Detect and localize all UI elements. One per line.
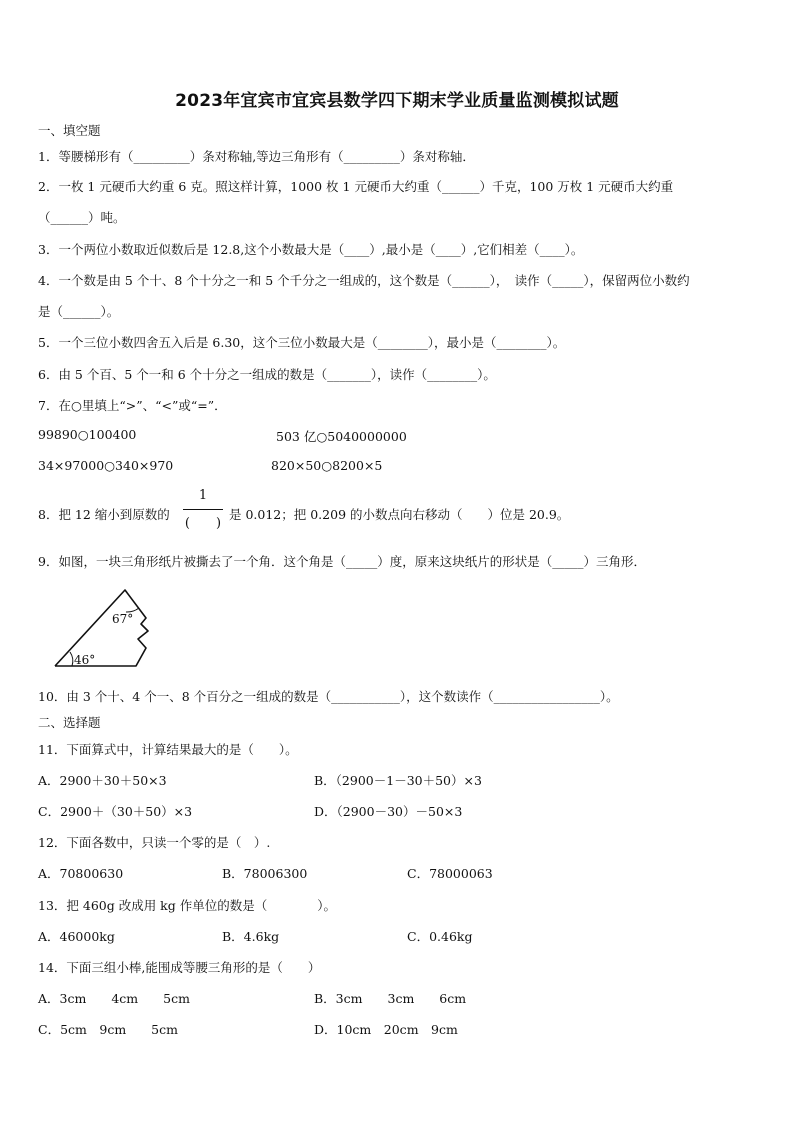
question-14: 14．下面三组小棒,能围成等腰三角形的是（ ） (38, 960, 321, 975)
question-13-option-c[interactable]: C．0.46kg (407, 929, 473, 944)
question-12: 12．下面各数中，只读一个零的是（ ）. (38, 835, 271, 850)
question-11-option-b[interactable]: B．（2900－1－30＋50）×3 (314, 773, 482, 788)
question-2-line-1: 2．一枚 1 元硬币大约重 6 克。照这样计算，1000 枚 1 元硬币大约重（______）千克，100 万枚 1 元硬币大约重 (38, 179, 674, 194)
question-11-option-c[interactable]: C．2900＋（30＋50）×3 (38, 804, 193, 819)
question-13-option-a[interactable]: A．46000kg (38, 929, 115, 944)
question-2-line-2: （______）吨。 (38, 210, 126, 225)
question-14-option-c[interactable]: C．5cm 9cm 5cm (38, 1022, 178, 1037)
question-12-option-a[interactable]: A．70800630 (38, 866, 124, 881)
question-5: 5．一个三位小数四舍五入后是 6.30，这个三位小数最大是（________），最小是（________）。 (38, 335, 566, 350)
question-7-item-1: 99890○100400 (38, 427, 137, 442)
fraction-numerator: 1 (198, 488, 208, 503)
page-title: 2023年宜宾市宜宾县数学四下期末学业质量监测模拟试题 (175, 91, 619, 111)
question-7-item-4: 820×50○8200×5 (271, 458, 383, 473)
torn-triangle-figure (50, 584, 160, 670)
question-8-suffix: 是 0.012；把 0.209 的小数点向右移动（ ）位是 20.9。 (229, 507, 570, 522)
question-6: 6．由 5 个百、5 个一和 6 个十分之一组成的数是（_______），读作（________）。 (38, 367, 496, 382)
question-12-option-c[interactable]: C．78000063 (407, 866, 493, 881)
question-7-item-2: 503 亿○5040000000 (276, 429, 407, 444)
question-7-item-3: 34×97000○340×970 (38, 458, 174, 473)
question-11-option-a[interactable]: A．2900＋30＋50×3 (38, 773, 167, 788)
question-7: 7．在○里填上“>”、“<”或“=”． (38, 398, 227, 413)
question-10: 10．由 3 个十、4 个一、8 个百分之一组成的数是（___________），这个数读作（_________________）。 (38, 689, 619, 704)
section-heading-multiple-choice: 二、选择题 (38, 715, 101, 730)
fraction-denominator: ( ) (184, 516, 222, 531)
question-8-prefix: 8．把 12 缩小到原数的 (38, 507, 170, 522)
question-4-line-2: 是（______）。 (38, 304, 120, 319)
question-3: 3．一个两位小数取近似数后是 12.8,这个小数最大是（____）,最小是（____）,它们相差（____）。 (38, 242, 584, 257)
question-1: 1．等腰梯形有（_________）条对称轴,等边三角形有（_________）条对称轴． (38, 149, 475, 164)
section-heading-fill-blank: 一、填空题 (38, 123, 101, 138)
question-12-option-b[interactable]: B．78006300 (222, 866, 308, 881)
angle-label-top: 67° (112, 612, 134, 626)
question-9: 9．如图，一块三角形纸片被撕去了一个角．这个角是（_____）度，原来这块纸片的形状是（_____）三角形． (38, 554, 646, 569)
question-14-option-a[interactable]: A．3cm 4cm 5cm (38, 991, 190, 1006)
question-14-option-b[interactable]: B．3cm 3cm 6cm (314, 991, 467, 1006)
question-8-fraction (180, 488, 226, 536)
angle-label-bottom: 46° (74, 653, 96, 667)
question-4-line-1: 4．一个数是由 5 个十、8 个十分之一和 5 个千分之一组成的，这个数是（______）， 读作（_____），保留两位小数约 (38, 273, 690, 288)
question-11-option-d[interactable]: D．（2900－30）－50×3 (314, 804, 463, 819)
fraction-bar (183, 509, 223, 510)
question-13-option-b[interactable]: B．4.6kg (222, 929, 280, 944)
question-14-option-d[interactable]: D．10cm 20cm 9cm (314, 1022, 458, 1037)
question-11: 11．下面算式中，计算结果最大的是（ ）。 (38, 742, 298, 757)
question-13: 13．把 460g 改成用 kg 作单位的数是（ ）。 (38, 898, 336, 913)
